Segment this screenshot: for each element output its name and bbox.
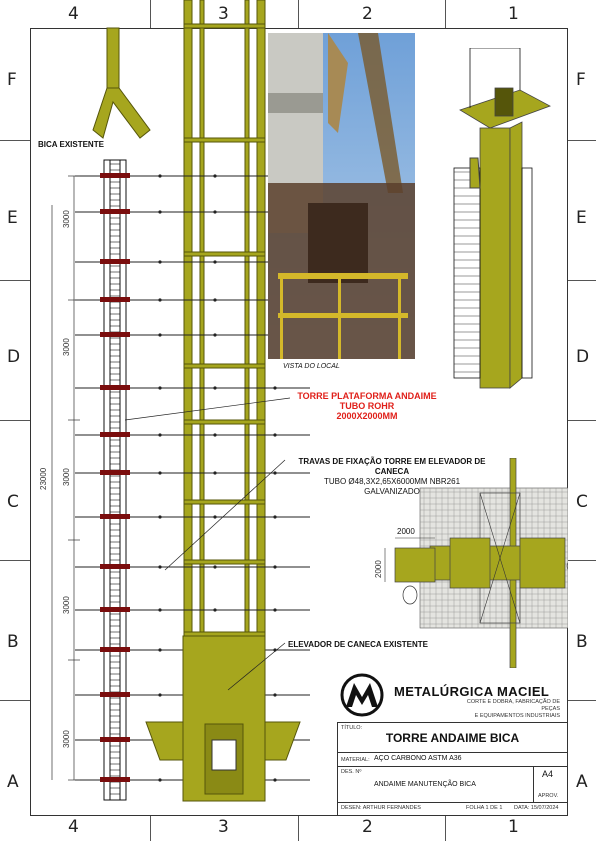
column-label-4-bottom: 4 [68,817,79,837]
brace-bolt [273,778,276,781]
plan-dimension-width: 2000 [397,527,415,536]
row-label-c: C [7,492,19,512]
company-name: METALÚRGICA MACIEL [394,684,550,699]
tower-label-line2: TUBO ROHR [339,401,395,411]
row-label-e: E [7,208,18,228]
ladder-clamp [100,514,130,519]
brace-bolt [158,693,161,696]
material-label: MATERIAL: [341,757,370,763]
column-label-2: 2 [362,4,373,24]
company-tagline [450,699,560,720]
footer-divider [338,802,567,803]
brace-bolt [158,260,161,263]
brace-bolt [213,471,216,474]
row-label-b-right: B [576,632,588,652]
drawing-number-label: DES. Nº [341,769,362,775]
drawing-name: ANDAIME MANUTENÇÃO BICA [374,781,476,788]
ladder-clamp [100,607,130,612]
ladder-clamp [100,777,130,782]
ladder-clamp [100,692,130,697]
braces-label-line3: GALVANIZADO [364,487,420,496]
brace-bolt [158,515,161,518]
row-label-d-right: D [576,347,590,367]
drawing-title: TORRE ANDAIME BICA [385,731,520,745]
sheet-number: FOLHA 1 DE 1 [466,805,503,811]
braces-label-line1: TRAVAS DE FIXAÇÃO TORRE EM ELEVADOR DE CANECA [298,457,486,476]
ladder-clamp [100,332,130,337]
plan-view [370,458,568,668]
brace-bolt [273,471,276,474]
tower-label-line3: 2000X2000MM [336,411,398,421]
column-label-1-bottom: 1 [508,817,519,837]
ladder-clamp [100,385,130,390]
brace-bolt [213,608,216,611]
ladder-clamp [100,209,130,214]
label-existing-elevator: ELEVADOR DE CANECA EXISTENTE [288,640,429,649]
brace-bolt [213,210,216,213]
brace-bolt [158,174,161,177]
plan-pulley-icon [403,586,417,604]
elevator-base [146,636,300,801]
brace-bolt [273,515,276,518]
tower-platforms [184,24,265,636]
brace-bolt [213,433,216,436]
brace-bolt [273,433,276,436]
brace-bolt [273,608,276,611]
column-label-3-bottom: 3 [218,817,229,837]
ladder-clamp [100,470,130,475]
row-label-c-right: C [576,492,588,512]
column-label-1: 1 [508,4,519,24]
dimension-3000-1: 3000 [62,210,71,228]
size-divider [533,766,534,802]
title-label: TÍTULO: [341,725,363,731]
sheet-size: A4 [542,769,554,779]
brace-bolt [273,565,276,568]
site-photo-image [268,33,415,359]
brace-bolt [158,471,161,474]
drawing-date: DATA: 15/07/2024 [514,805,559,811]
row-label-e-right: E [576,208,587,228]
ladder-clamp [100,432,130,437]
company-logo-icon [340,673,388,717]
brace-bolt [158,298,161,301]
brace-bolt [158,333,161,336]
ladder-clamp [100,647,130,652]
company-tagline-line2: E EQUIPAMENTOS INDUSTRIAIS [474,713,560,719]
brace-bolt [158,608,161,611]
brace-bolt [158,210,161,213]
row-label-f: F [7,70,17,90]
dimension-3000-5: 3000 [62,730,71,748]
plan-dimension-height: 2000 [374,560,383,578]
brace-bolt [158,565,161,568]
brace-bolt [213,260,216,263]
ladder-clamp [100,564,130,569]
row-label-a-right: A [576,772,588,792]
isometric-view [440,48,560,408]
row-label-a: A [7,772,19,792]
brace-bolt [213,174,216,177]
drawn-by: DESEN: ARTHUR FERNANDES [341,805,421,811]
brace-bolt [273,693,276,696]
site-photo [268,33,415,359]
brace-bolt [158,433,161,436]
dimension-3000-3: 3000 [62,468,71,486]
brace-bolt [213,386,216,389]
brace-bolt [158,648,161,651]
brace-bolt [213,515,216,518]
column-label-4: 4 [68,4,79,24]
ladder-clamp [100,737,130,742]
title-divider [338,752,567,753]
label-existing-spout: BICA EXISTENTE [38,140,104,149]
tower-label-line1: TORRE PLATAFORMA ANDAIME [297,391,437,401]
brace-bolt [158,386,161,389]
brace-bolt [213,298,216,301]
row-label-d: D [7,347,21,367]
label-tower-platform [287,391,447,421]
company-tagline-line1: CORTE E DOBRA, FABRICAÇÃO DE PEÇAS [466,699,560,712]
approval-label: APROV. [538,793,559,799]
column-label-2-bottom: 2 [362,817,373,837]
brace-bolt [213,565,216,568]
braces-label-line2: TUBO Ø48,3X2,65X6000MM NBR261 [323,477,461,486]
brace-bolt [273,386,276,389]
photo-caption: VISTA DO LOCAL [283,363,340,370]
existing-spout [93,28,150,138]
row-label-f-right: F [576,70,586,90]
ladder-clamp [100,297,130,302]
title-block [337,722,568,816]
ladder-clamp [100,259,130,264]
ladder-clamp [100,173,130,178]
dimension-3000-4: 3000 [62,596,71,614]
brace-bolt [213,333,216,336]
brace-bolt [158,778,161,781]
dimension-3000-2: 3000 [62,338,71,356]
column-label-3: 3 [218,4,229,24]
dimension-total: 23000 [39,467,48,490]
material-value: AÇO CARBONO ASTM A36 [374,755,462,762]
row-label-b: B [7,632,19,652]
